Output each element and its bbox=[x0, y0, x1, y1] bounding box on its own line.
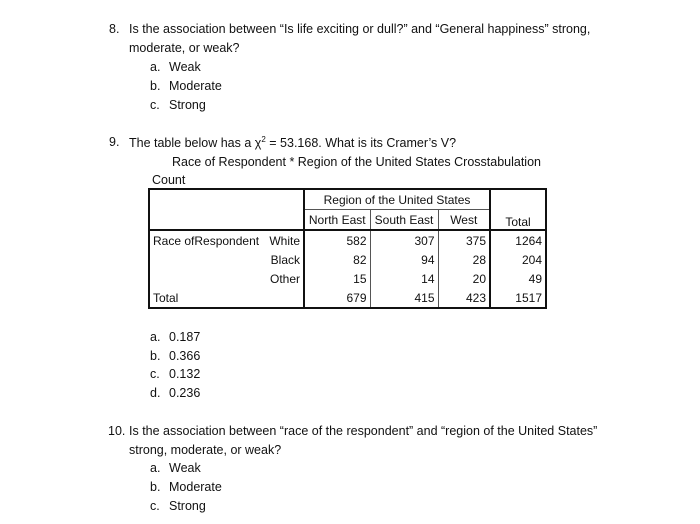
crosstab-table bbox=[148, 188, 547, 309]
q9-option-d: 0.236 bbox=[169, 386, 201, 400]
cell-total-south-east: 415 bbox=[370, 288, 438, 308]
cell-grand-total: 1517 bbox=[490, 288, 546, 308]
row-label: Other bbox=[149, 269, 304, 288]
row-label-cell bbox=[149, 230, 304, 250]
q10-option-a: Weak bbox=[169, 461, 201, 475]
q10-option-b: Moderate bbox=[169, 480, 222, 494]
table-row bbox=[149, 230, 546, 250]
cell-black-south-east: 94 bbox=[370, 250, 438, 269]
q8-option-c-letter: c. bbox=[150, 98, 160, 112]
q10-option-c-letter: c. bbox=[150, 499, 160, 513]
cell-other-west: 20 bbox=[472, 271, 486, 286]
row-group-label: Race ofRespondent bbox=[153, 233, 260, 248]
cell-total-west: 423 bbox=[438, 288, 490, 308]
count-label: Count bbox=[152, 173, 186, 187]
row-label: Black bbox=[149, 250, 304, 269]
cell-white-south-east: 307 bbox=[370, 230, 438, 250]
q8-option-b-letter: b. bbox=[150, 79, 161, 93]
cell-other-south-east: 14 bbox=[370, 269, 438, 288]
q9-option-a: 0.187 bbox=[169, 330, 201, 344]
col-header-south-east: South East bbox=[370, 210, 438, 231]
table-row bbox=[149, 269, 546, 288]
q8-number: 8. bbox=[109, 22, 120, 36]
q9-option-b-letter: b. bbox=[150, 349, 161, 363]
q9-question-sup: 2 bbox=[261, 135, 266, 144]
q8-option-c: Strong bbox=[169, 98, 206, 112]
q8-option-a-letter: a. bbox=[150, 60, 161, 74]
cell-white-north-east: 582 bbox=[304, 230, 370, 250]
row-label: White bbox=[269, 233, 300, 248]
q9-question-post: = 53.168. What is its Cramer’s V? bbox=[265, 136, 457, 151]
q10-number: 10. bbox=[108, 424, 126, 438]
col-header-north-east: North East bbox=[304, 210, 370, 231]
cell-other-north-east: 15 bbox=[304, 269, 370, 288]
q9-option-c: 0.132 bbox=[169, 367, 201, 381]
crosstab-header-row-1 bbox=[149, 189, 546, 210]
q10-question-line1: Is the association between “race of the respondent” and “region of the United States” bbox=[129, 424, 598, 438]
q10-option-a-letter: a. bbox=[150, 461, 161, 475]
table-row bbox=[149, 250, 546, 269]
q9-option-c-letter: c. bbox=[150, 367, 160, 381]
col-group-header: Region of the United States bbox=[304, 189, 490, 210]
col-header-west: West bbox=[438, 210, 490, 231]
q10-option-c: Strong bbox=[169, 499, 206, 513]
total-row bbox=[149, 288, 546, 308]
cell-total-north-east: 679 bbox=[304, 288, 370, 308]
total-col-header: Total bbox=[490, 189, 546, 230]
q8-option-b: Moderate bbox=[169, 79, 222, 93]
q10-option-b-letter: b. bbox=[150, 480, 161, 494]
cell-other-total: 49 bbox=[490, 269, 546, 288]
q9-number: 9. bbox=[109, 135, 120, 149]
q9-option-b: 0.366 bbox=[169, 349, 201, 363]
crosstab-title: Race of Respondent * Region of the United States Crosstabulation bbox=[172, 155, 541, 169]
q8-option-a: Weak bbox=[169, 60, 201, 74]
crosstab-corner-cell bbox=[149, 189, 304, 230]
cell-black-north-east: 82 bbox=[304, 250, 370, 269]
q9-question-pre: The table below has a χ bbox=[129, 136, 262, 151]
q8-question-line1: Is the association between “Is life exciting or dull?” and “General happiness” strong, bbox=[129, 22, 591, 36]
cell-black-total: 204 bbox=[490, 250, 546, 269]
q8-question-line2: moderate, or weak? bbox=[129, 41, 240, 55]
q9-question bbox=[129, 135, 456, 150]
total-row-label: Total bbox=[149, 288, 304, 308]
q9-option-a-letter: a. bbox=[150, 330, 161, 344]
cell-white-total: 1264 bbox=[490, 230, 546, 250]
cell-white-west: 375 bbox=[465, 233, 486, 248]
q10-question-line2: strong, moderate, or weak? bbox=[129, 443, 282, 457]
cell-black-west: 28 bbox=[472, 252, 486, 267]
q9-option-d-letter: d. bbox=[150, 386, 161, 400]
